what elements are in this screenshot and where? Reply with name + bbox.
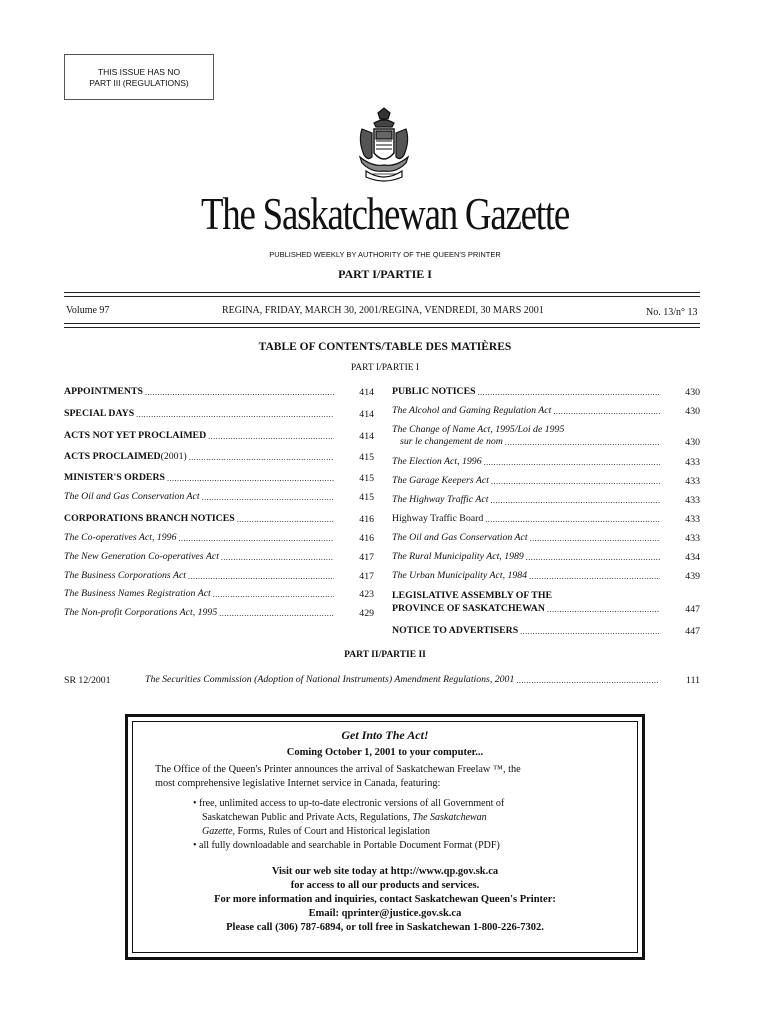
toc-page: 430 — [685, 387, 700, 398]
part-heading: PART I/PARTIE I — [338, 267, 432, 281]
bullet-item-continued: Saskatchewan Public and Private Acts, Regulations, The Saskatchewan — [202, 812, 487, 823]
toc-entry: The Urban Municipality Act, 1984 ..... — [392, 570, 662, 581]
toc-page: 430 — [685, 437, 700, 448]
toc-entry: The Election Act, 1996 ..... — [392, 456, 662, 467]
toc-entry: The Business Corporations Act ..... — [64, 570, 336, 581]
toc-page: 417 — [359, 552, 374, 563]
toc-page: 447 — [685, 626, 700, 637]
toc-page: 434 — [685, 552, 700, 563]
toc-page: 415 — [359, 473, 374, 484]
notice-line: THIS ISSUE HAS NO — [97, 67, 181, 77]
toc-entry: SPECIAL DAYS ..... — [64, 408, 336, 419]
regulation-code: SR 12/2001 — [64, 675, 111, 686]
page-title: The Saskatchewan Gazette — [200, 189, 569, 239]
issue-number: No. 13/n° 13 — [646, 307, 698, 318]
bullet-item-continued: Gazette, Forms, Rules of Court and Historical legislation — [202, 826, 431, 837]
toc-page: 433 — [685, 533, 700, 544]
toc-page: 433 — [685, 476, 700, 487]
toc-entry: The Rural Municipality Act, 1989 ..... — [392, 551, 662, 562]
part-two-heading: PART II/PARTIE II — [344, 650, 426, 660]
issue-date: REGINA, FRIDAY, MARCH 30, 2001/REGINA, VENDREDI, 30 MARS 2001 — [222, 305, 544, 316]
toc-entry: MINISTER'S ORDERS ..... — [64, 472, 336, 483]
coat-of-arms-icon — [352, 107, 416, 183]
toc-page: 423 — [359, 589, 374, 600]
announcement-heading: Get Into The Act! — [341, 728, 429, 742]
volume-label: Volume 97 — [66, 305, 110, 316]
bullet-icon: • — [193, 840, 200, 851]
website-line: Visit our web site today at http://www.qp.gov.sk.ca — [271, 866, 499, 877]
announcement-intro: The Office of the Queen's Printer announces the arrival of Saskatchewan Freelaw ™, the — [155, 764, 521, 775]
toc-page: 433 — [685, 495, 700, 506]
publisher-line: PUBLISHED WEEKLY BY AUTHORITY OF THE QUEEN'S PRINTER — [269, 250, 501, 259]
toc-page: 415 — [359, 452, 374, 463]
bullet-item: • all fully downloadable and searchable in Portable Document Format (PDF) — [193, 840, 500, 851]
toc-entry-line: The Change of Name Act, 1995/Loi de 1995 — [392, 424, 565, 435]
toc-page: 433 — [685, 457, 700, 468]
toc-entry: PUBLIC NOTICES ..... — [392, 386, 662, 397]
phone-line: Please call (306) 787-6894, or toll free in Saskatchewan 1-800-226-7302. — [226, 922, 544, 933]
toc-entry: The Securities Commission (Adoption of National Instruments) Amendment Regulations, 2001 ..... — [145, 674, 661, 685]
toc-entry: ACTS PROCLAIMED (2001) ..... — [64, 451, 336, 462]
toc-page: 415 — [359, 492, 374, 503]
announcement-subheading: Coming October 1, 2001 to your computer... — [286, 747, 484, 758]
toc-entry: The Garage Keepers Act ..... — [392, 475, 662, 486]
toc-entry: sur le changement de nom ..... — [400, 436, 662, 447]
toc-page: 111 — [686, 675, 700, 686]
freelaw-announcement — [125, 714, 645, 960]
toc-entry: The Highway Traffic Act ..... — [392, 494, 662, 505]
toc-page: 414 — [359, 409, 374, 420]
toc-subtitle: PART I/PARTIE I — [350, 363, 420, 373]
bullet-icon: • — [193, 798, 200, 809]
toc-page: 416 — [359, 514, 374, 525]
notice-line: PART III (REGULATIONS) — [89, 78, 189, 88]
bullet-item: • free, unlimited access to up-to-date electronic versions of all Government of — [193, 798, 505, 809]
toc-entry: PROVINCE OF SASKATCHEWAN ..... — [392, 603, 662, 614]
toc-entry: APPOINTMENTS ..... — [64, 386, 336, 397]
toc-entry: CORPORATIONS BRANCH NOTICES ..... — [64, 513, 336, 524]
rule — [64, 327, 700, 328]
toc-page: 433 — [685, 514, 700, 525]
rule — [64, 292, 700, 293]
toc-page: 447 — [685, 604, 700, 615]
notice-box — [64, 54, 214, 100]
toc-page: 417 — [359, 571, 374, 582]
footer-line: for access to all our products and services. — [290, 880, 480, 891]
toc-page: 429 — [359, 608, 374, 619]
toc-page: 439 — [685, 571, 700, 582]
toc-entry: The Alcohol and Gaming Regulation Act ..... — [392, 405, 662, 416]
toc-entry: The Business Names Registration Act ..... — [64, 588, 336, 599]
rule — [64, 323, 700, 324]
email-line: Email: qprinter@justice.gov.sk.ca — [308, 908, 462, 919]
toc-title: TABLE OF CONTENTS/TABLE DES MATIÈRES — [258, 341, 512, 353]
toc-entry: NOTICE TO ADVERTISERS ..... — [392, 625, 662, 636]
toc-entry: The Non-profit Corporations Act, 1995 ..... — [64, 607, 336, 618]
toc-entry: The Oil and Gas Conservation Act ..... — [64, 491, 336, 502]
toc-page: 414 — [359, 431, 374, 442]
toc-entry: The Co-operatives Act, 1996 ..... — [64, 532, 336, 543]
toc-entry: The Oil and Gas Conservation Act ..... — [392, 532, 662, 543]
toc-page: 414 — [359, 387, 374, 398]
toc-page: 416 — [359, 533, 374, 544]
toc-entry: Highway Traffic Board ..... — [392, 513, 662, 524]
toc-entry: ACTS NOT YET PROCLAIMED ..... — [64, 430, 336, 441]
toc-entry-line: LEGISLATIVE ASSEMBLY OF THE — [392, 590, 552, 601]
rule — [64, 296, 700, 297]
announcement-frame — [132, 721, 638, 953]
toc-entry: The New Generation Co-operatives Act ..... — [64, 551, 336, 562]
announcement-intro: most comprehensive legislative Internet service in Canada, featuring: — [155, 778, 441, 789]
toc-page: 430 — [685, 406, 700, 417]
footer-line: For more information and inquiries, contact Saskatchewan Queen's Printer: — [214, 894, 556, 905]
